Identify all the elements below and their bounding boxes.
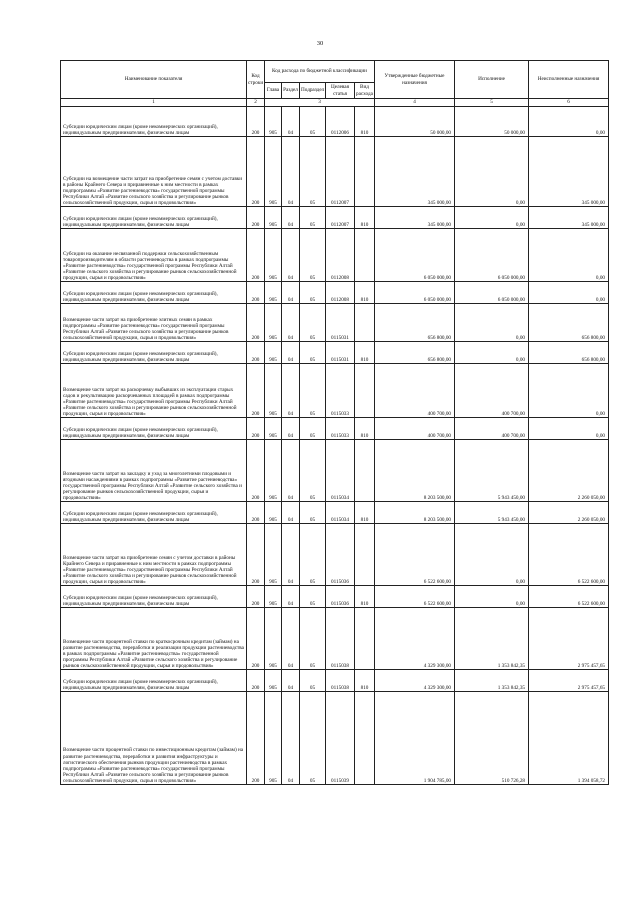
row-razdel: 04 [282,670,300,692]
row-executed: 0,00 [455,524,529,586]
row-executed: 400 700,00 [455,418,529,440]
row-approved: 6 050 000,00 [375,282,455,304]
row-target-article: 0112008 [326,282,355,304]
table-row [61,229,609,282]
header-glava: Глава [265,83,282,99]
row-expense-kind [355,692,375,785]
row-razdel: 04 [282,586,300,608]
row-approved: 1 904 785,00 [375,692,455,785]
row-approved: 4 329 300,00 [375,670,455,692]
row-unexecuted: 656 800,00 [529,342,609,364]
row-expense-kind: 810 [355,418,375,440]
row-glava: 905 [265,107,282,137]
row-target-article: 0115031 [326,342,355,364]
column-numbers-row [61,99,609,107]
row-unexecuted: 6 522 600,00 [529,524,609,586]
row-name: Субсидии юридическим лицам (кроме некоммерческих организаций), индивидуальным предпринимателям, физическим лицам [61,282,247,304]
row-executed: 6 050 000,00 [455,282,529,304]
col-number: 1 [61,99,247,107]
table-row [61,137,609,207]
table-row [61,524,609,586]
row-unexecuted: 1 394 058,72 [529,692,609,785]
row-glava: 905 [265,304,282,342]
row-razdel: 04 [282,137,300,207]
row-unexecuted: 6 522 600,00 [529,586,609,608]
row-target-article: 0115038 [326,608,355,670]
row-glava: 905 [265,282,282,304]
row-executed: 0,00 [455,586,529,608]
table-row [61,586,609,608]
table-row [61,304,609,342]
row-executed: 510 726,28 [455,692,529,785]
row-podrazdel: 05 [300,692,326,785]
row-unexecuted: 0,00 [529,364,609,418]
page-number: 30 [316,40,324,47]
row-podrazdel: 05 [300,282,326,304]
row-executed: 50 000,00 [455,107,529,137]
table-row [61,670,609,692]
row-razdel: 04 [282,342,300,364]
row-line-code: 200 [247,107,265,137]
row-expense-kind [355,364,375,418]
row-razdel: 04 [282,502,300,524]
row-line-code: 200 [247,524,265,586]
row-name: Возмещение части процентной ставки по краткосрочным кредитам (займам) на развитие растениеводства, переработки и реализации продукции растениеводства в рамках подпрограммы «Развитие растениеводства» государственной программы Республики Алтай «Развитие сельского хозяйства и регулирование рынков сельскохозяйственной продукции, сырья и продовольствия» [61,608,247,670]
row-glava: 905 [265,524,282,586]
row-executed: 0,00 [455,342,529,364]
row-unexecuted: 0,00 [529,107,609,137]
row-approved: 656 800,00 [375,304,455,342]
col-number: 4 [375,99,455,107]
row-podrazdel: 05 [300,502,326,524]
table-row [61,440,609,502]
row-expense-kind: 810 [355,670,375,692]
row-razdel: 04 [282,282,300,304]
row-glava: 905 [265,364,282,418]
row-name: Субсидии на возмещение части затрат на приобретение семян с учетом доставки в районы Крайнего Севера и приравненные к ним местности в рамках подпрограммы «Развитие растениеводства» государственной программы Республики Алтай «Развитие сельского хозяйства и регулирование рынков сельскохозяйственной продукции, сырья и продовольствия» [61,137,247,207]
row-expense-kind [355,440,375,502]
row-expense-kind: 810 [355,586,375,608]
row-expense-kind [355,229,375,282]
row-expense-kind [355,304,375,342]
row-expense-kind [355,137,375,207]
row-unexecuted: 0,00 [529,229,609,282]
row-line-code: 200 [247,502,265,524]
row-target-article: 0112007 [326,137,355,207]
row-target-article: 0115034 [326,440,355,502]
row-podrazdel: 05 [300,440,326,502]
table-row [61,364,609,418]
row-line-code: 200 [247,418,265,440]
row-approved: 345 000,00 [375,137,455,207]
header-unexecuted: Неисполненные назначения [529,61,609,99]
row-razdel: 04 [282,608,300,670]
row-approved: 50 000,00 [375,107,455,137]
row-line-code: 200 [247,364,265,418]
col-number: 2 [247,99,265,107]
header-executed: Исполнение [455,61,529,99]
row-razdel: 04 [282,229,300,282]
row-expense-kind: 810 [355,282,375,304]
row-name: Возмещение части процентной ставки по инвестиционным кредитам (займам) на развитие растениеводства, переработки и развития инфраструктуры и логистического обеспечения рынков продукции растениеводства в рамках подпрограммы «Развитие растениеводства» государственной программы Республики Алтай «Развитие сельского хозяйства и регулирование рынков сельскохозяйственной продукции, сырья и продовольствия» [61,692,247,785]
row-expense-kind: 810 [355,107,375,137]
row-glava: 905 [265,586,282,608]
row-glava: 905 [265,440,282,502]
row-podrazdel: 05 [300,670,326,692]
row-line-code: 200 [247,692,265,785]
row-target-article: 0115038 [326,670,355,692]
row-razdel: 04 [282,692,300,785]
col-number: 5 [455,99,529,107]
row-name: Субсидии юридическим лицам (кроме некоммерческих организаций), индивидуальным предпринимателям, физическим лицам [61,207,247,229]
row-approved: 345 000,00 [375,207,455,229]
header-kind: Вид расхода [356,84,373,97]
row-executed: 5 943 450,00 [455,440,529,502]
row-name: Субсидии юридическим лицам (кроме некоммерческих организаций), индивидуальным предпринимателям, физическим лицам [61,418,247,440]
row-target-article: 0115031 [326,304,355,342]
row-unexecuted: 0,00 [529,418,609,440]
row-line-code: 200 [247,440,265,502]
row-approved: 656 800,00 [375,342,455,364]
table-row [61,418,609,440]
row-podrazdel: 05 [300,524,326,586]
row-target-article: 0115036 [326,586,355,608]
row-executed: 6 050 000,00 [455,229,529,282]
row-expense-kind [355,608,375,670]
row-razdel: 04 [282,364,300,418]
row-line-code: 200 [247,608,265,670]
table-row [61,342,609,364]
row-glava: 905 [265,418,282,440]
row-unexecuted: 345 000,00 [529,137,609,207]
row-podrazdel: 05 [300,107,326,137]
col-number: 6 [529,99,609,107]
row-approved: 400 700,00 [375,418,455,440]
row-line-code: 200 [247,137,265,207]
row-name: Субсидии юридическим лицам (кроме некоммерческих организаций), индивидуальным предпринимателям, физическим лицам [61,502,247,524]
row-line-code: 200 [247,342,265,364]
row-executed: 0,00 [455,207,529,229]
row-approved: 6 522 600,00 [375,586,455,608]
row-name: Возмещение части затрат на приобретение семян с учетом доставки в районы Крайнего Севера и приравненные к ним местности в рамках подпрограммы «Развитие растениеводства» государственной программы Республики Алтай «Развитие сельского хозяйства и регулирование рынков сельскохозяйственной продукции, сырья и продовольствия» [61,524,247,586]
header-name: Наименование показателя [61,61,247,99]
row-razdel: 04 [282,524,300,586]
row-unexecuted: 656 800,00 [529,304,609,342]
row-target-article: 0115036 [326,524,355,586]
row-glava: 905 [265,502,282,524]
row-unexecuted: 2 260 050,00 [529,440,609,502]
row-executed: 0,00 [455,304,529,342]
row-approved: 4 329 300,00 [375,608,455,670]
row-target-article: 0112006 [326,107,355,137]
row-podrazdel: 05 [300,207,326,229]
row-glava: 905 [265,342,282,364]
row-target-article: 0115033 [326,418,355,440]
row-unexecuted: 2 260 050,00 [529,502,609,524]
row-approved: 400 700,00 [375,364,455,418]
row-razdel: 04 [282,107,300,137]
row-line-code: 200 [247,670,265,692]
row-target-article: 0115034 [326,502,355,524]
table-row [61,502,609,524]
row-podrazdel: 05 [300,418,326,440]
row-name: Субсидии юридическим лицам (кроме некоммерческих организаций), индивидуальным предпринимателям, физическим лицам [61,670,247,692]
row-podrazdel: 05 [300,364,326,418]
budget-execution-table [60,60,609,785]
row-target-article: 0115033 [326,364,355,418]
row-razdel: 04 [282,207,300,229]
row-podrazdel: 05 [300,304,326,342]
table-row [61,608,609,670]
row-approved: 6 050 000,00 [375,229,455,282]
row-line-code: 200 [247,282,265,304]
row-executed: 5 943 450,00 [455,502,529,524]
header-approved: Утвержденные бюджетные назначения [375,61,455,99]
row-executed: 400 700,00 [455,364,529,418]
row-razdel: 04 [282,440,300,502]
row-glava: 905 [265,692,282,785]
row-name: Субсидии юридическим лицам (кроме некоммерческих организаций), индивидуальным предпринимателям, физическим лицам [61,342,247,364]
row-approved: 8 203 500,00 [375,440,455,502]
row-approved: 8 203 500,00 [375,502,455,524]
row-name: Субсидии юридическим лицам (кроме некоммерческих организаций), индивидуальным предпринимателям, физическим лицам [61,107,247,137]
row-target-article: 0112008 [326,229,355,282]
row-podrazdel: 05 [300,586,326,608]
row-glava: 905 [265,670,282,692]
row-executed: 1 353 842,35 [455,608,529,670]
row-razdel: 04 [282,304,300,342]
row-unexecuted: 2 975 457,65 [529,670,609,692]
row-expense-kind [355,524,375,586]
row-line-code: 200 [247,304,265,342]
table-row [61,282,609,304]
row-executed: 1 353 842,35 [455,670,529,692]
row-unexecuted: 345 000,00 [529,207,609,229]
row-expense-kind: 810 [355,207,375,229]
col-number: 3 [265,99,375,107]
row-unexecuted: 2 975 457,65 [529,608,609,670]
row-name: Возмещение части затрат на приобретение элитных семян в рамках подпрограммы «Развитие растениеводства» государственной программы Республики Алтай «Развитие сельского хозяйства и регулирование рынков сельскохозяйственной продукции, сырья и продовольствия» [61,304,247,342]
row-approved: 6 522 600,00 [375,524,455,586]
row-podrazdel: 05 [300,229,326,282]
row-glava: 905 [265,207,282,229]
header-podrazdel: Подраздел [300,83,326,99]
row-line-code: 200 [247,229,265,282]
table-row [61,207,609,229]
header-target: Целевая статья [326,83,355,99]
row-name: Возмещение части затрат на закладку и уход за многолетними плодовыми и ягодными насаждениями в рамках подпрограммы «Развитие растениеводства» государственной программы Республики Алтай «Развитие сельского хозяйства и регулирование рынков сельскохозяйственной продукции, сырья и продовольствия» [61,440,247,502]
row-name: Субсидии юридическим лицам (кроме некоммерческих организаций), индивидуальным предпринимателям, физическим лицам [61,586,247,608]
header-code-line: Код строки [247,61,265,99]
row-target-article: 0112007 [326,207,355,229]
row-unexecuted: 0,00 [529,282,609,304]
header-budget-code: Код расхода по бюджетной классификации [265,61,375,83]
row-glava: 905 [265,137,282,207]
row-podrazdel: 05 [300,342,326,364]
row-expense-kind: 810 [355,502,375,524]
row-glava: 905 [265,229,282,282]
row-name: Возмещение части затрат на раскорчевку выбывших из эксплуатации старых садов и рекультивацию раскорчеванных площадей в рамках подпрограммы «Развитие растениеводства» государственной программы Республики Алтай «Развитие сельского хозяйства и регулирование рынков сельскохозяйственной продукции, сырья и продовольствия» [61,364,247,418]
row-glava: 905 [265,608,282,670]
row-expense-kind: 810 [355,342,375,364]
table-row [61,107,609,137]
row-podrazdel: 05 [300,608,326,670]
row-target-article: 0115039 [326,692,355,785]
row-executed: 0,00 [455,137,529,207]
header-razdel: Раздел [282,83,300,99]
row-name: Субсидии на оказание несвязанной поддержки сельскохозяйственным товаропроизводителям в области растениеводства в рамках подпрограммы «Развитие растениеводства» государственной программы Республики Алтай «Развитие сельского хозяйства и регулирование рынков сельскохозяйственной продукции, сырья и продовольствия» [61,229,247,282]
row-line-code: 200 [247,207,265,229]
row-razdel: 04 [282,418,300,440]
table-row [61,692,609,785]
row-line-code: 200 [247,586,265,608]
row-podrazdel: 05 [300,137,326,207]
